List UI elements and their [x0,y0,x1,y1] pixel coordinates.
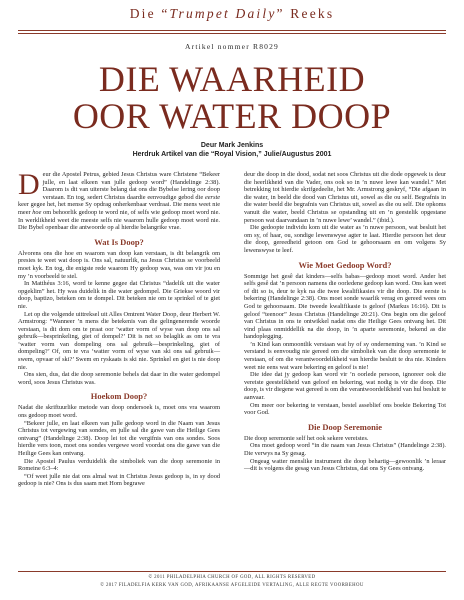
top-rule-second [18,33,446,34]
right-column [244,171,446,473]
paragraph: Sommige het gesê dat kinders—selfs babas—gedoop moet word. Ander het selfs gesê dat ’n persoon namens die oorledene gedoop kan word. Ons kan weet of dit so is, deur te kyk na die twee kwalifikasies vir die doop. Die eerste is bekering (Handelinge 2:38). Ons moet sonde waarlik verag en gereed wees om God te gehoorsaam. Die tweede kwalifikasie is geloof (Markus 16:16). Dit is geloof “teenoor” Jesus Christus (Handelinge 20:21). Ons begin om die geloof van Christus in ons te ontwikkel nadat ons die Heilige Gees ontvang het. Dit vind plaas onmiddellik na die doop, in ’n aparte seremonie, bekend as die handoplegging. [244,272,446,341]
heading-baptism-ceremony: Die Doop Seremonie [308,421,382,432]
heading-what-is-baptism: Wat Is Doop? [94,236,144,247]
intro-paragraph [18,168,220,232]
paragraph: ’n Kind kan onmoontlik verstaan wat hy of sy onderneming van. ’n Kind se verstand is eenvoudig nie gereed om die simboliek van die doop seremonie te verstaan, of om die verantwoordelikheid van hierdie besluit te dra nie. Kinders weet nie eens wat ware bekering en geloof is nie! [244,340,446,371]
paragraph: Ongeag watter menslike instrument die doop behartig—gewoonlik ’n leraar—dit is volgens die gesag van Jesus Christus, dat ons Sy Gees ontvang. [244,457,446,473]
heading-why-baptism: Hoekom Doop? [90,391,148,402]
author-byline: Deur Mark Jenkins [200,142,264,149]
paragraph: “Of weet julle nie dat ons almal wat in Christus Jesus gedoop is, in sy dood gedoop is nie? Ons is dus saam met Hom begrawe [18,472,220,488]
bottom-rule [18,571,446,572]
article-number: Artikel nommer R8029 [185,42,279,51]
paragraph: Die idee dat jy gedoop kan word vir ’n oorlede persoon, ignoreer ook die vereiste geestelikheid van geloof en bekering, wat nodig is vir die doop. Die doop, is vir diegene wat gereed is om die verantwoordelikheid van hul besluit te aanvaar. [244,371,446,402]
paragraph: Ons sien, dus, dat die doop seremonie behels dat daar in die water gedompel word, soos Jesus Christus was. [18,371,220,386]
paragraph: “Bekeer julle, en laat elkeen van julle gedoop word in die Naam van Jesus Christus tot vergewing van sondes, en julle sal die gawe van die Heilige Gees ontvang” (Handelinge 2:38). Doop lei tot die vergifnis van ons sondes. Soos hierdie vers toon, moet ons sondes vergewe word voordat ons die gawe van die Heilige Gees kan ontvang. [18,419,220,457]
paragraph: Die Apostel Paulus verduidelik die simboliek van die doop seremonie in Romeine 6:3–4: [18,457,220,473]
intro-text-b: keer gegee het, het mense Sy opdrag onherkenbaar verdraai. Die mens weet nie meer [18,201,220,216]
series-prefix: Die “ [129,6,170,21]
paragraph: Ons moet gedoop word “in die naam van Jesus Christus” (Handelinge 2:38). Die verwys na Sy gesag. [244,442,446,457]
page-title-line-2: OOR WATER DOOP [72,96,392,136]
intro-text-c: om behoorlik gedoop te word nie, of selfs wie gedoop moet word nie. In werklikheid weet die meeste selfs nie waarom hulle gedoop moet word nie. Die Bybel openbaar die antwoorde op al hierdie belangrike vrae. [18,208,220,232]
drop-cap: D [18,168,40,201]
paragraph: Die gedoopte individu kom uit die water as ’n nuwe persoon, wat besluit het om sy, of haar, ou, sondige lewenswyse agter te laat. Hierdie persoon het deur die doop, gereedheid getoon om God te gehoorsaam en om volgens Sy lewenswyse te leef. [244,224,446,254]
paragraph: Die doop seremonie self het ook sekere vereistes. [244,434,369,442]
left-column [18,168,220,488]
heading-who-should-be-baptized: Wie Moet Gedoop Word? [298,259,392,270]
paragraph: In Matthéus 3:16, word te kenne gegee dat Christus “dadelik uit die water opgeklim” het. Hy was duidelik in die water gedompel. Die Griekse woord vir doop, baptizo, beteken om te dompel. Dit beteken nie om te sprinkel of te giet nie. [18,280,220,310]
copyright-line-2: © 2017 FILADELFIA KERK VAN GOD, AFRIKAANSE AFGELEIDE VERTALING, ALLE REGTE VOORBEHOU [100,583,364,588]
intro-text-a: eur die Apostel Petrus, gebied Jesus Christus ware Christene “Bekeer julle, en laat elkeen van julle gedoop word” (Handelinge 2:38). Daarom is dit van uiterste belang dat ons die Bybelse lering oor doop verstaan. En tog, sedert Christus daardie eenvoudige gebod die [42,171,220,201]
copyright-line-1: © 2011 PHILADELPHIA CHURCH OF GOD, ALL RIGHTS RESERVED [148,575,316,580]
intro-emphasis: eerste [204,193,220,201]
series-heading [0,6,464,22]
series-name: Trumpet Daily [169,6,277,21]
reprint-byline: Herdruk Artikel van die “Royal Vision,” Julie/Augustus 2001 [132,151,332,158]
paragraph: Nadat die skriftuurlike metode van doop ondersoek is, moet ons vra waarom ons gedoop moet word. [18,404,220,420]
top-rule [18,30,446,31]
paragraph: Alvorens ons die hoe en waarom van doop kan verstaan, is dit belangrik om presies te weet wat doop is. Ons sal, natuurlik, na Jesus Christus se voorbeeld moet kyk. En tog, die enigste rede waarom Hy gedoop was, was om vir jou en my ’n voorbeeld te stel. [18,249,220,280]
paragraph: deur die doop in die dood, sodat net soos Christus uit die dode opgewek is deur die heerlikheid van die Vader, ons ook so in ’n nuwe lewe kan wandel.” Met betrekking tot hierdie skrifgedeelte, het Mr. Armstrong geskryf, “Die afgaan in die water, in beeld die dood van Christus uit, sowel as die ou self. Begrafnis in die water beeld die begrafnis van Christus uit, sowel as die ou self. Die opkoms vanuit die water, beeld Christus se opstanding uit en ’n geestelik opgestane persoon wat daarvandaan in ’n nuwe lewe’ wandel.” (ibid.). [244,171,446,224]
series-suffix: ” Reeks [276,6,335,21]
intro-emphasis-2: hoe [32,208,42,216]
paragraph: Let op die volgende uittreksel uit Alles Omtrent Water Doop, deur Herbert W. Armstrong: “Wanneer ’n mens die betekenis van die gelingenerende woorde verstaan, is dit dom om te praat oor ‘watter vorm of wyse van doop ons sal gebruik—besprinkeling, giet of dompel?’ Dit is net so belaglik as om te vra ‘watter vorm van dompeling ons sal gebruik—besprinkeling, giet of dompeling?’ Of, om te vra ‘watter vorm of wyse van ski ons sal gebruik—swem, opvaar of ski?’ Swem en ryskaats is ski nie. Sprinkel en giet is nie doop nie. [18,310,220,371]
page-title-line-1: DIE WAARHEID [98,59,366,99]
paragraph: Om meer oor bekering te verstaan, bestel asseblief ons boekie Bekering Tot voor God. [244,401,446,417]
